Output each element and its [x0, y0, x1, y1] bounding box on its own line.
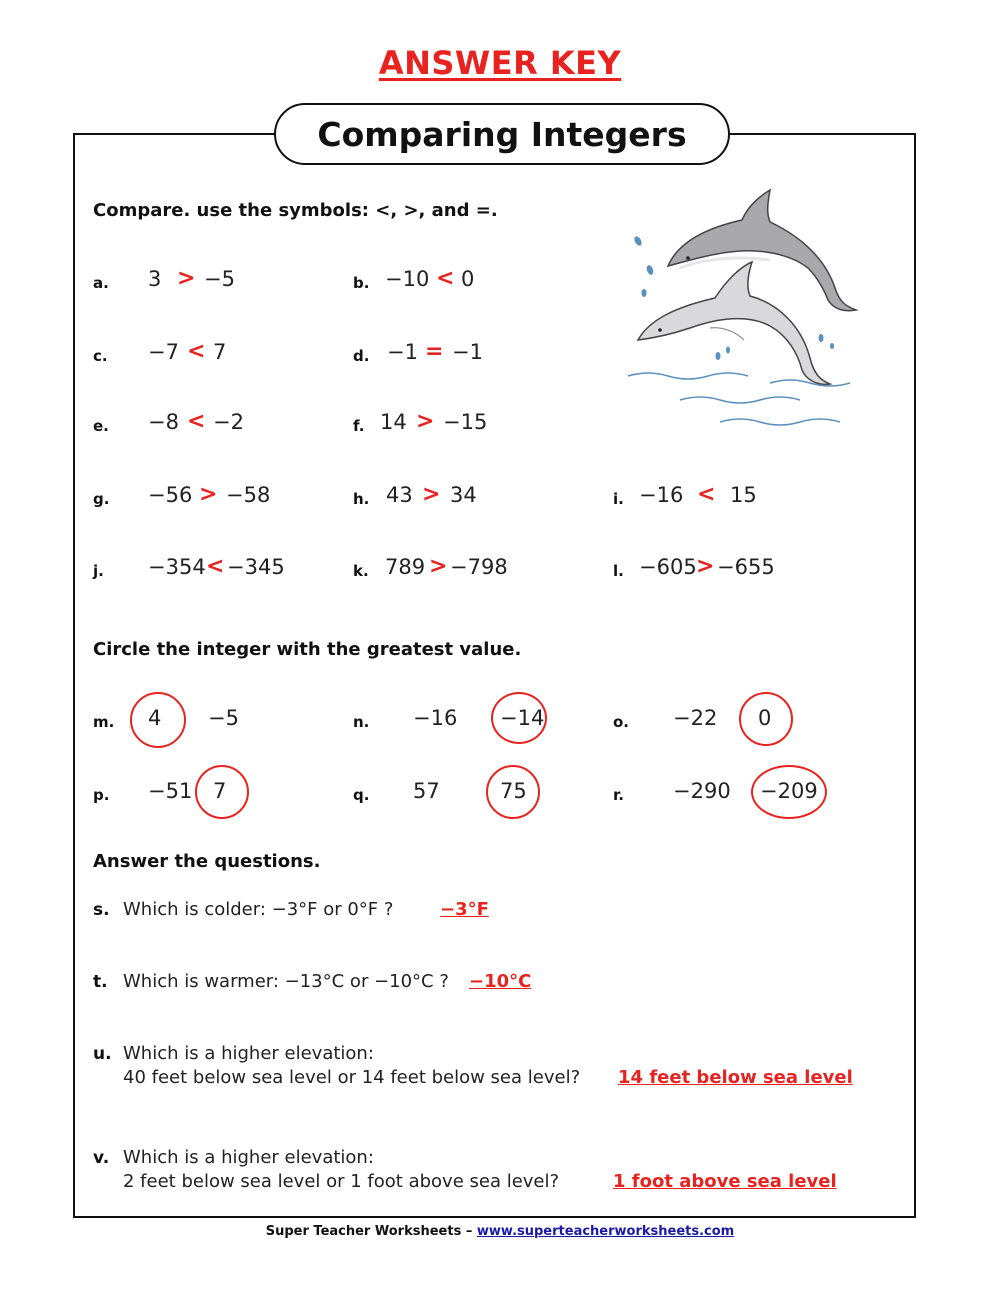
- compare-item-label: e.: [93, 417, 109, 435]
- circle-item-label: p.: [93, 786, 110, 804]
- worksheet-title: Comparing Integers: [274, 103, 730, 165]
- question-answer: −10°C: [469, 971, 532, 992]
- compare-item-label: i.: [613, 490, 624, 508]
- question-text: Which is warmer: −13°C or −10°C ?: [123, 971, 449, 992]
- compare-right-value: −345: [227, 555, 285, 579]
- circle-item-label: q.: [353, 786, 370, 804]
- compare-left-value: −10: [385, 267, 430, 291]
- second-value: 0: [758, 706, 772, 730]
- footer-link[interactable]: www.superteacherworksheets.com: [476, 1224, 735, 1239]
- compare-right-value: −5: [204, 267, 235, 291]
- circle-item-label: r.: [613, 786, 624, 804]
- circle-item-label: n.: [353, 713, 370, 731]
- answer-circle: [491, 692, 547, 744]
- dolphin-bottom-icon: [638, 262, 830, 384]
- compare-right-value: 0: [461, 267, 475, 291]
- second-value: −209: [760, 779, 818, 803]
- compare-symbol: >: [177, 266, 196, 291]
- compare-right-value: −1: [452, 340, 483, 364]
- compare-symbol: >: [696, 554, 715, 579]
- compare-left-value: −56: [148, 483, 193, 507]
- question-text: Which is a higher elevation:: [123, 1043, 374, 1064]
- first-value: −290: [673, 779, 731, 803]
- circle-item-label: o.: [613, 713, 630, 731]
- question-answer: 1 foot above sea level: [613, 1171, 837, 1192]
- question-text: Which is a higher elevation:: [123, 1147, 374, 1168]
- question-label: v.: [93, 1148, 110, 1168]
- footer-text: Super Teacher Worksheets –: [265, 1224, 477, 1239]
- compare-symbol: <: [187, 339, 206, 364]
- second-value: 7: [213, 779, 227, 803]
- answer-circle: [486, 765, 540, 819]
- footer: [0, 1224, 1000, 1239]
- compare-right-value: −798: [450, 555, 508, 579]
- compare-left-value: 14: [380, 410, 407, 434]
- circle-instruction: Circle the integer with the greatest value.: [93, 639, 522, 660]
- compare-left-value: −354: [148, 555, 206, 579]
- compare-symbol: >: [429, 554, 448, 579]
- compare-item-label: c.: [93, 347, 108, 365]
- answer-circle: [195, 765, 249, 819]
- compare-left-value: −1: [387, 340, 418, 364]
- compare-symbol: >: [422, 482, 441, 507]
- compare-symbol: <: [187, 409, 206, 434]
- compare-symbol: >: [416, 409, 435, 434]
- answer-circle: [751, 765, 827, 819]
- second-value: −14: [500, 706, 545, 730]
- question-label: u.: [93, 1044, 112, 1064]
- compare-item-label: j.: [93, 562, 104, 580]
- dolphin-top-icon: [668, 190, 856, 311]
- compare-right-value: −655: [717, 555, 775, 579]
- compare-item-label: h.: [353, 490, 370, 508]
- compare-right-value: −2: [213, 410, 244, 434]
- first-value: −22: [673, 706, 718, 730]
- compare-symbol: <: [206, 554, 225, 579]
- compare-right-value: −15: [443, 410, 488, 434]
- questions-instruction: Answer the questions.: [93, 851, 321, 872]
- question-answer: −3°F: [440, 899, 489, 920]
- answer-circle: [130, 692, 186, 748]
- question-answer: 14 feet below sea level: [618, 1067, 853, 1088]
- compare-left-value: −7: [148, 340, 179, 364]
- question-text-line2: 2 feet below sea level or 1 foot above sea level?: [123, 1171, 560, 1192]
- compare-left-value: 3: [148, 267, 162, 291]
- first-value: 4: [148, 706, 162, 730]
- dolphins-illustration: [620, 178, 860, 433]
- compare-right-value: 7: [213, 340, 227, 364]
- compare-symbol: =: [425, 339, 444, 364]
- answer-key-heading: ANSWER KEY: [378, 44, 622, 82]
- first-value: −51: [148, 779, 193, 803]
- question-text: Which is colder: −3°F or 0°F ?: [123, 899, 394, 920]
- compare-symbol: <: [436, 266, 455, 291]
- answer-circle: [739, 692, 793, 746]
- compare-left-value: −8: [148, 410, 179, 434]
- compare-symbol: <: [697, 482, 716, 507]
- compare-left-value: −605: [639, 555, 697, 579]
- compare-left-value: 43: [386, 483, 413, 507]
- compare-left-value: −16: [639, 483, 684, 507]
- first-value: 57: [413, 779, 440, 803]
- circle-item-label: m.: [93, 713, 115, 731]
- compare-symbol: >: [199, 482, 218, 507]
- compare-item-label: l.: [613, 562, 624, 580]
- compare-item-label: b.: [353, 274, 370, 292]
- compare-item-label: f.: [353, 417, 365, 435]
- question-text-line2: 40 feet below sea level or 14 feet below sea level?: [123, 1067, 581, 1088]
- second-value: −5: [208, 706, 239, 730]
- first-value: −16: [413, 706, 458, 730]
- question-label: s.: [93, 900, 110, 920]
- compare-instruction: Compare. use the symbols: <, >, and =.: [93, 200, 498, 221]
- compare-right-value: −58: [226, 483, 271, 507]
- compare-right-value: 15: [730, 483, 757, 507]
- compare-item-label: d.: [353, 347, 370, 365]
- compare-right-value: 34: [450, 483, 477, 507]
- compare-item-label: g.: [93, 490, 110, 508]
- question-label: t.: [93, 972, 108, 992]
- second-value: 75: [500, 779, 527, 803]
- compare-left-value: 789: [385, 555, 426, 579]
- compare-item-label: a.: [93, 274, 109, 292]
- compare-item-label: k.: [353, 562, 369, 580]
